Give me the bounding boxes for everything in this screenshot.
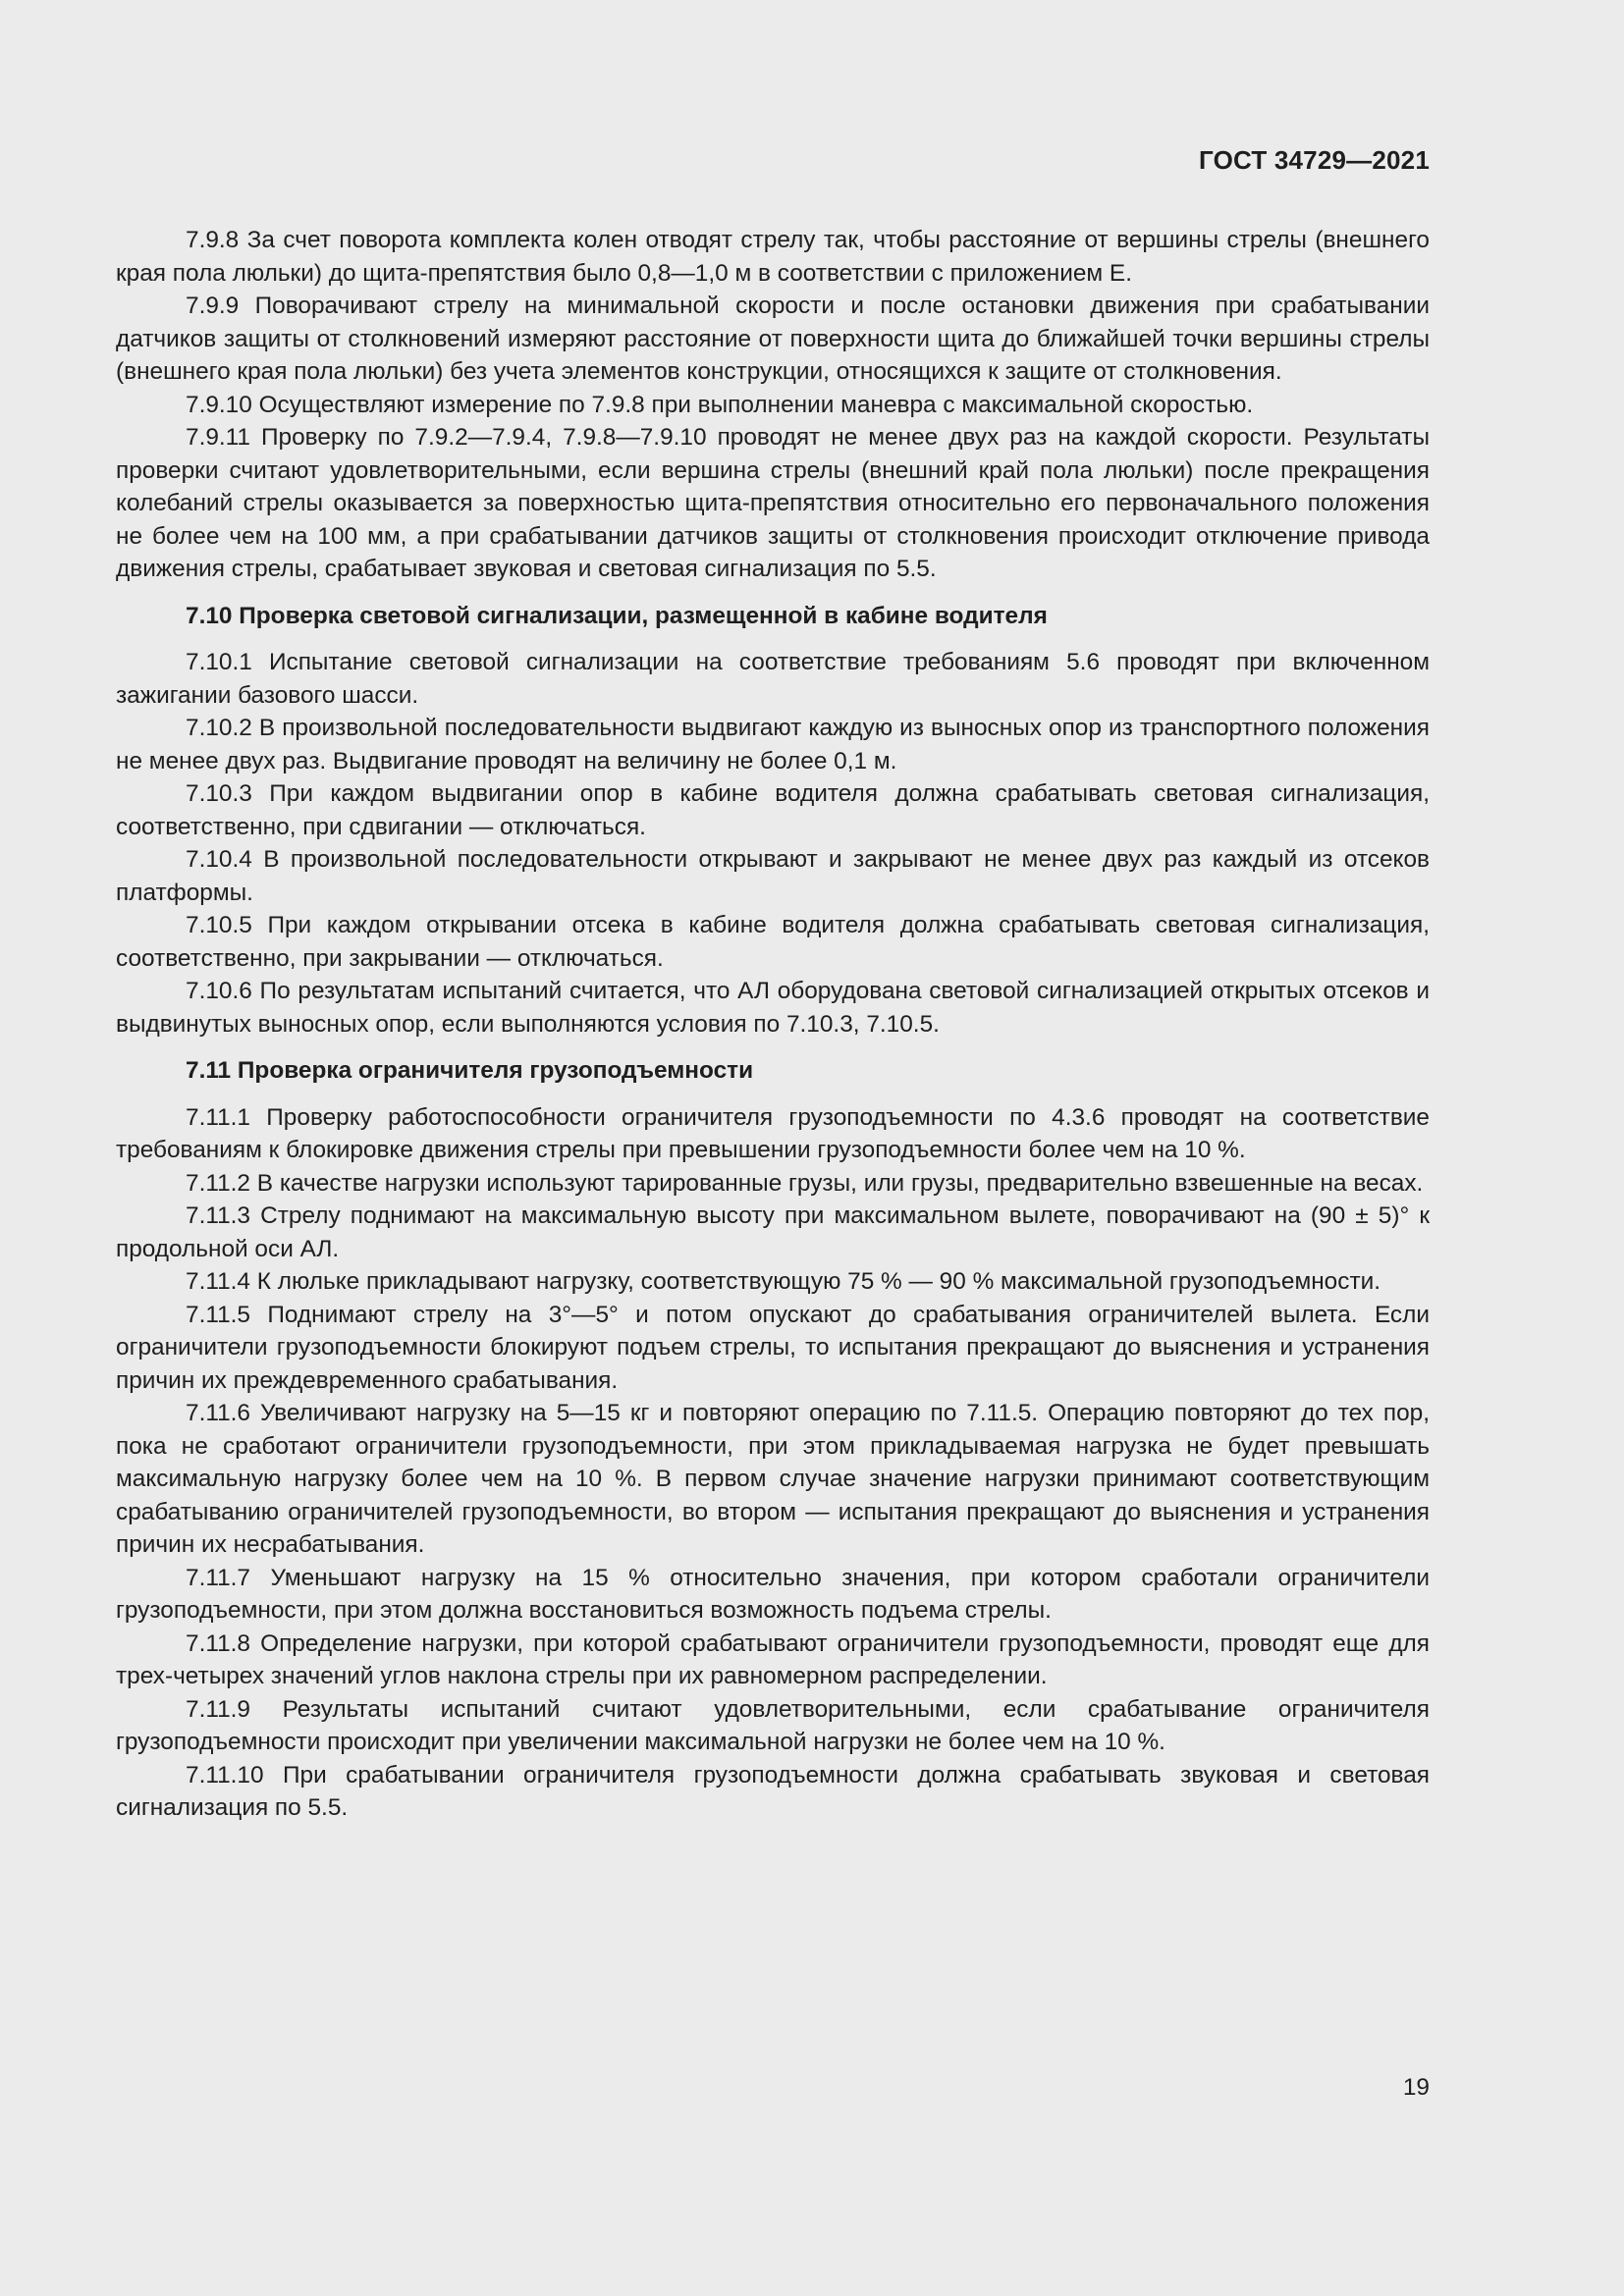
paragraph-7-9-9: 7.9.9 Поворачивают стрелу на минимальной скорости и после остановки движения при срабатывании датчиков защиты от столкновений измеряют расстояние от поверхности щита до ближайшей точки вершины стрелы (внешнего края пола люльки) без учета элементов конструкции, относящихся к защите от столкновения. — [116, 293, 1430, 385]
page-number: 19 — [1402, 2074, 1430, 2101]
paragraph-7-10-6: 7.10.6 По результатам испытаний считается, что АЛ оборудована световой сигнализацией открытых отсеков и выдвинутых выносных опор, если выполняются условия по 7.10.3, 7.10.5. — [116, 978, 1430, 1038]
paragraph-7-11-10: 7.11.10 При срабатывании ограничителя грузоподъемности должна срабатывать звуковая и световая сигнализация по 5.5. — [116, 1761, 1430, 1821]
paragraph-7-11-5: 7.11.5 Поднимают стрелу на 3°—5° и потом опускают до срабатывания ограничителей вылета. Если ограничители грузоподъемности блокируют подъем стрелы, то испытания прекращают до выяснения и устранения причин их преждевременного срабатывания. — [116, 1301, 1430, 1394]
section-heading-7-10: 7.10 Проверка световой сигнализации, размещенной в кабине водителя — [186, 602, 1048, 629]
paragraph-7-10-2: 7.10.2 В произвольной последовательности выдвигают каждую из выносных опор из транспортного положения не менее двух раз. Выдвигание проводят на величину не более 0,1 м. — [116, 715, 1430, 774]
document-body — [116, 224, 1430, 1825]
paragraph-7-9-10: 7.9.10 Осуществляют измерение по 7.9.8 при выполнении маневра с максимальной скоростью. — [186, 391, 1254, 418]
paragraph-7-11-6: 7.11.6 Увеличивают нагрузку на 5—15 кг и повторяют операцию по 7.11.5. Операцию повторяют до тех пор, пока не сработают ограничители грузоподъемности, при этом прикладываемая нагрузка не будет превышать максимальную нагрузку более чем на 10 %. В первом случае значение нагрузки принимают соответствующим срабатыванию ограничителей грузоподъемности, во втором — испытания прекращают до выяснения и устранения причин их несрабатывания. — [116, 1400, 1430, 1558]
paragraph-7-11-4: 7.11.4 К люльке прикладывают нагрузку, соответствующую 75 % — 90 % максимальной грузоподъемности. — [186, 1268, 1381, 1295]
paragraph-7-10-5: 7.10.5 При каждом открывании отсека в кабине водителя должна срабатывать световая сигнализация, соответственно, при закрывании — отключаться. — [116, 912, 1430, 972]
paragraph-7-11-8: 7.11.8 Определение нагрузки, при которой срабатывают ограничители грузоподъемности, проводят еще для трех-четырех значений углов наклона стрелы при их равномерном распределении. — [116, 1629, 1430, 1689]
paragraph-7-10-1: 7.10.1 Испытание световой сигнализации на соответствие требованиям 5.6 проводят при включенном зажигании базового шасси. — [116, 649, 1430, 709]
paragraph-7-10-3: 7.10.3 При каждом выдвигании опор в кабине водителя должна срабатывать световая сигнализация, соответственно, при сдвигании — отключаться. — [116, 780, 1430, 840]
paragraph-7-11-7: 7.11.7 Уменьшают нагрузку на 15 % относительно значения, при котором сработали ограничители грузоподъемности, при этом должна восстановиться возможность подъема стрелы. — [116, 1564, 1430, 1624]
paragraph-7-9-8: 7.9.8 За счет поворота комплекта колен отводят стрелу так, чтобы расстояние от вершины стрелы (внешнего края пола люльки) до щита-препятствия было 0,8—1,0 м в соответствии с приложением Е. — [116, 227, 1430, 287]
paragraph-7-11-2: 7.11.2 В качестве нагрузки используют тарированные грузы, или грузы, предварительно взвешенные на весах. — [186, 1169, 1424, 1197]
paragraph-7-11-1: 7.11.1 Проверку работоспособности ограничителя грузоподъемности по 4.3.6 проводят на соответствие требованиям к блокировке движения стрелы при превышении грузоподъемности более чем на 10 %. — [116, 1103, 1430, 1163]
paragraph-7-11-3: 7.11.3 Стрелу поднимают на максимальную высоту при максимальном вылете, поворачивают на (90 ± 5)° к продольной оси АЛ. — [116, 1202, 1430, 1262]
section-heading-7-11: 7.11 Проверка ограничителя грузоподъемности — [186, 1057, 754, 1084]
paragraph-7-11-9: 7.11.9 Результаты испытаний считают удовлетворительными, если срабатывание ограничителя грузоподъемности происходит при увеличении максимальной нагрузки не более чем на 10 %. — [116, 1695, 1430, 1755]
document-code-header: ГОСТ 34729—2021 — [1199, 145, 1430, 175]
paragraph-7-9-11: 7.9.11 Проверку по 7.9.2—7.9.4, 7.9.8—7.9.10 проводят не менее двух раз на каждой скорости. Результаты проверки считают удовлетворительными, если вершина стрелы (внешний край пола люльки) после прекращения колебаний стрелы оказывается за поверхностью щита-препятствия относительно его первоначального положения не более чем на 100 мм, а при срабатывании датчиков защиты от столкновения происходит отключение привода движения стрелы, срабатывает звуковая и световая сигнализация по 5.5. — [116, 424, 1430, 582]
paragraph-7-10-4: 7.10.4 В произвольной последовательности открывают и закрывают не менее двух раз каждый из отсеков платформы. — [116, 846, 1430, 906]
